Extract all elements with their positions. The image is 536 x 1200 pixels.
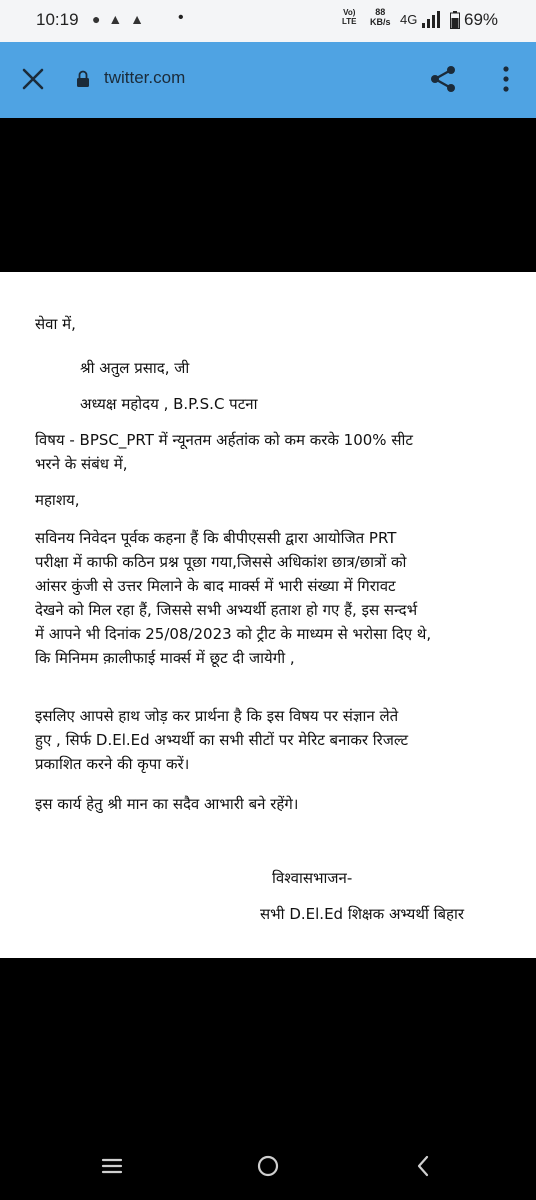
volte-indicator: Vo) LTE	[342, 8, 357, 26]
network-speed: 88 KB/s	[370, 7, 391, 27]
home-icon[interactable]	[256, 1154, 280, 1178]
system-nav-bar	[0, 1140, 536, 1200]
network-type: 4G	[400, 12, 418, 27]
body-line: में आपने भी दिनांक 25/08/2023 को ट्रीट के माध्यम से भरोसा दिए थे,	[35, 625, 432, 643]
body-line: देखने को मिल रहा हैं, जिससे सभी अभ्यर्थी हताश हो गए हैं, इस सन्दर्भ	[35, 601, 418, 619]
letter-image	[0, 272, 536, 958]
lock-icon	[76, 70, 90, 88]
letter-greeting: महाशय,	[35, 491, 80, 509]
request-line: प्रकाशित करने की कृपा करें।	[35, 755, 190, 773]
browser-toolbar	[0, 42, 536, 118]
letter-salutation: सेवा में,	[35, 315, 76, 333]
notification-icons: ● ▲ ▲	[92, 11, 146, 27]
more-vert-icon[interactable]	[500, 64, 512, 94]
addressee-name: श्री अतुल प्रसाद, जी	[80, 359, 190, 377]
notification-dot: •	[178, 9, 184, 26]
addressee-title: अध्यक्ष महोदय , B.P.S.C पटना	[80, 395, 258, 413]
status-time: 10:19	[36, 10, 79, 29]
letter-closing: इस कार्य हेतु श्री मान का सदैव आभारी बने रहेंगे।	[35, 795, 299, 813]
body-line: आंसर कुंजी से उत्तर मिलाने के बाद मार्क्स में भारी संख्या में गिरावट	[35, 577, 396, 595]
body-line: परीक्षा में काफी कठिन प्रश्न पूछा गया,जिससे अधिकांश छात्र/छात्रों को	[35, 553, 407, 571]
request-line: इसलिए आपसे हाथ जोड़ कर प्रार्थना है कि इस विषय पर संज्ञान लेते	[35, 707, 399, 725]
signoff: विश्वासभाजन-	[272, 869, 353, 887]
battery-level: 69%	[464, 10, 499, 29]
request-line: हुए , सिर्फ D.El.Ed अभ्यर्थी का सभी सीटों पर मेरिट बनाकर रिजल्ट	[35, 731, 408, 749]
subject-line-2: भरने के संबंध में,	[35, 455, 128, 473]
close-icon[interactable]	[20, 66, 46, 92]
body-line: कि मिनिमम क़ालीफाई मार्क्स में छूट दी जायेगी ,	[35, 649, 295, 667]
share-icon[interactable]	[428, 64, 458, 94]
battery-icon	[450, 11, 460, 29]
status-bar	[0, 0, 536, 42]
signatory: सभी D.El.Ed शिक्षक अभ्यर्थी बिहार	[260, 905, 465, 923]
url-text[interactable]: twitter.com	[104, 68, 186, 87]
back-icon[interactable]	[412, 1154, 436, 1178]
subject-line: विषय - BPSC_PRT में न्यूनतम अर्हतांक को कम करके 100% सीट	[35, 431, 413, 449]
body-line: सविनय निवेदन पूर्वक कहना हैं कि बीपीएससी द्वारा आयोजित PRT	[35, 529, 397, 547]
recent-apps-icon[interactable]	[100, 1154, 124, 1178]
signal-icon	[422, 11, 442, 28]
